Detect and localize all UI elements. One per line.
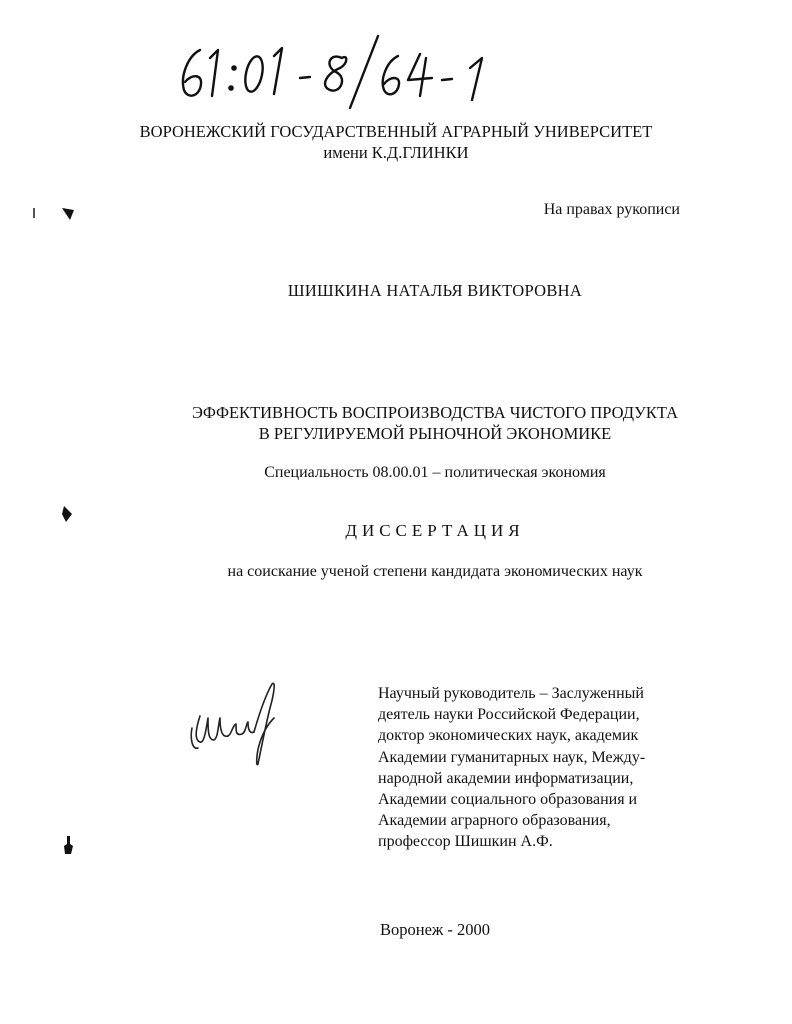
advisor-line: народной академии информатизации,	[378, 769, 634, 787]
place-and-year: Воронеж - 2000	[380, 920, 491, 939]
specialty: Специальность 08.00.01 – политическая экономия	[264, 464, 606, 481]
university-named-after: имени К.Д.ГЛИНКИ	[323, 143, 469, 162]
university-name: ВОРОНЕЖСКИЙ ГОСУДАРСТВЕННЫЙ АГРАРНЫЙ УНИВЕРСИТЕТ	[139, 122, 653, 141]
author-name: ШИШКИНА НАТАЛЬЯ ВИКТОРОВНА	[287, 281, 583, 300]
scientific-advisor-block	[378, 683, 680, 853]
title-line-1: ЭФФЕКТИВНОСТЬ ВОСПРОИЗВОДСТВА ЧИСТОГО ПРОДУКТА	[191, 403, 679, 422]
handwritten-number	[170, 28, 510, 110]
signature-icon	[186, 678, 282, 770]
advisor-line: Академии гуманитарных наук, Между-	[378, 748, 646, 766]
advisor-line: Академии социального образования и	[378, 791, 638, 809]
degree-line: на соискание ученой степени кандидата экономических наук	[227, 563, 643, 580]
binding-hole-mark-icon	[58, 202, 78, 222]
binding-hole-mark-icon	[60, 834, 76, 856]
manuscript-note: На правах рукописи	[543, 201, 680, 218]
advisor-line: деятель науки Российской Федерации,	[378, 706, 640, 724]
advisor-line: Академии аграрного образования,	[378, 812, 611, 830]
advisor-line: профессор Шишкин А.Ф.	[378, 833, 553, 851]
document-type: ДИССЕРТАЦИЯ	[345, 521, 525, 540]
dissertation-title	[0, 402, 792, 444]
title-line-2: В РЕГУЛИРУЕМОЙ РЫНОЧНОЙ ЭКОНОМИКЕ	[258, 424, 612, 443]
advisor-line: доктор экономических наук, академик	[378, 727, 639, 745]
binding-hole-mark-icon	[58, 504, 76, 524]
scan-edge-mark	[33, 208, 35, 218]
advisor-line: Научный руководитель – Заслуженный	[378, 685, 644, 702]
university-header	[0, 121, 792, 163]
